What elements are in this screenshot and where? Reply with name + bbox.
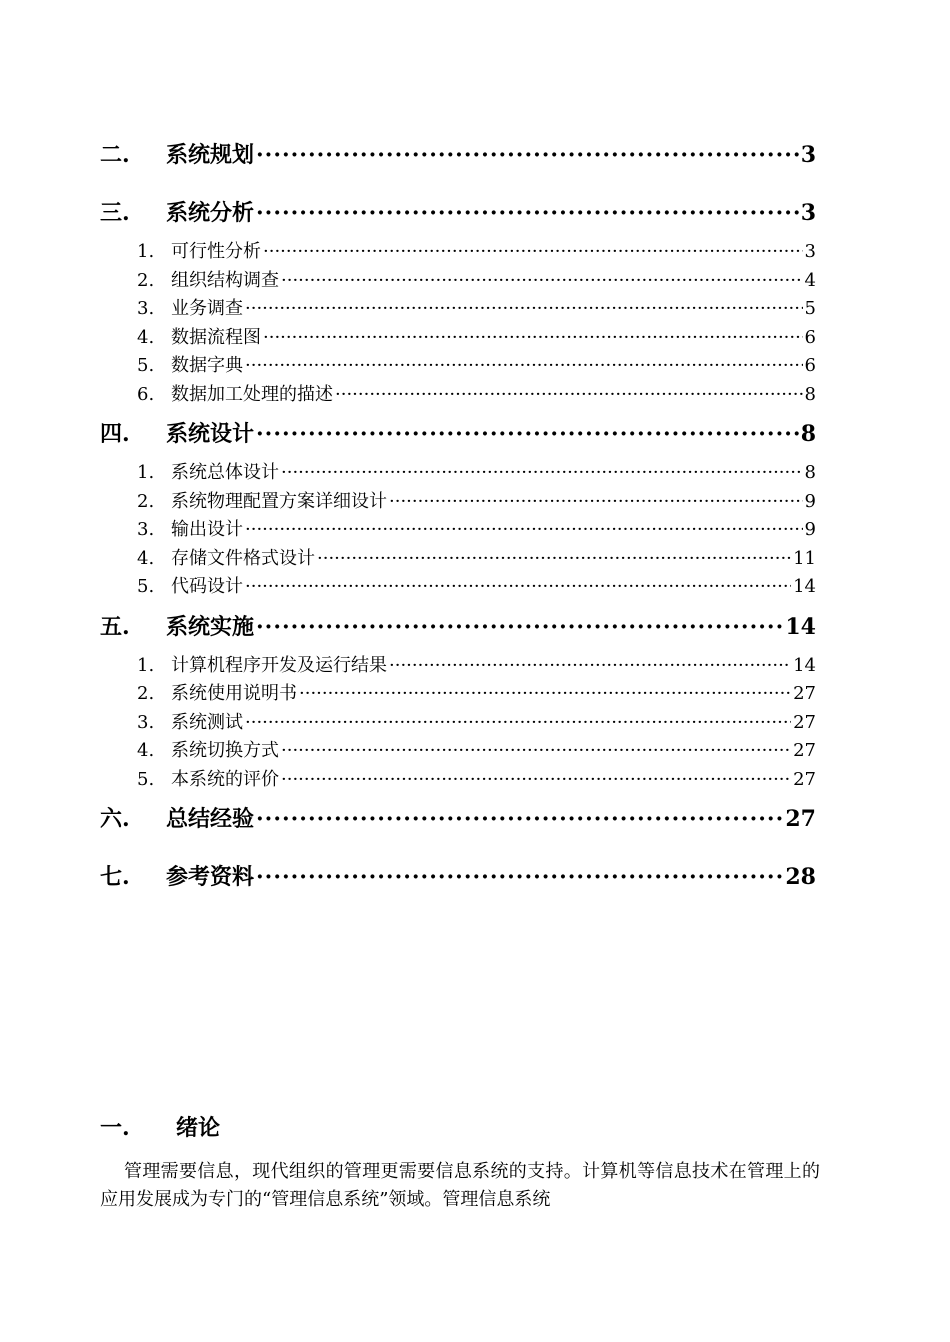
toc-entry-title: 系统使用说明书	[171, 683, 297, 704]
toc-entry-page-number: 5	[804, 298, 816, 319]
toc-entry-number: 六.	[100, 806, 130, 832]
toc-subsection-entry[interactable]	[100, 573, 816, 602]
toc-entry-number: 4.	[137, 740, 155, 761]
toc-entry-title: 代码设计	[171, 576, 243, 597]
toc-entry-page-number: 27	[793, 711, 816, 733]
toc-leader-dots	[281, 267, 803, 296]
toc-entry-title: 系统测试	[171, 711, 243, 733]
toc-entry-title: 参考资料	[166, 864, 255, 890]
section-paragraph: 管理需要信息，现代组织的管理更需要信息系统的支持。计算机等信息技术在管理上的应用发展成为专门的“管理信息系统”领域。管理信息系统	[100, 1161, 820, 1210]
toc-chapter-entry[interactable]	[100, 198, 816, 228]
toc-entry-page-number: 27	[785, 806, 816, 832]
toc-entry-number: 二.	[100, 142, 130, 168]
toc-leader-dots	[335, 381, 803, 410]
toc-entry-number: 1.	[137, 654, 155, 676]
toc-leader-dots	[245, 295, 803, 324]
toc-leader-dots	[317, 545, 791, 574]
toc-entry-number: 3.	[137, 711, 155, 733]
toc-entry-page-number: 11	[793, 547, 816, 569]
toc-entry-title: 总结经验	[166, 806, 255, 832]
toc-leader-dots	[245, 709, 791, 738]
toc-entry-title: 系统设计	[166, 421, 255, 447]
toc-subsection-entry[interactable]	[100, 652, 816, 681]
toc-entry-number: 三.	[100, 200, 130, 226]
toc-entry-number: 6.	[137, 383, 155, 405]
section-number: 一.	[100, 1115, 130, 1141]
section-heading	[100, 1108, 820, 1148]
toc-leader-dots	[245, 573, 791, 602]
toc-leader-dots	[299, 680, 791, 709]
toc-entry-number: 2.	[137, 683, 155, 704]
section-introduction	[100, 1108, 820, 1214]
table-of-contents	[100, 140, 816, 902]
toc-entry-title: 组织结构调查	[171, 269, 279, 291]
toc-entry-number: 五.	[100, 613, 130, 640]
toc-entry-title: 系统物理配置方案详细设计	[171, 490, 387, 512]
toc-chapter-entry[interactable]	[100, 862, 816, 892]
toc-entry-page-number: 3	[800, 142, 816, 168]
toc-leader-dots	[256, 862, 783, 892]
toc-leader-dots	[281, 766, 791, 795]
toc-leader-dots	[256, 804, 783, 834]
toc-entry-page-number: 6	[804, 326, 816, 348]
toc-entry-number: 3.	[137, 298, 155, 319]
toc-entry-page-number: 27	[793, 740, 816, 761]
toc-entry-title: 数据字典	[171, 355, 243, 376]
toc-entry-title: 系统分析	[166, 200, 255, 226]
toc-entry-number: 1.	[137, 241, 155, 262]
toc-leader-dots	[281, 737, 791, 766]
toc-subsection-entry[interactable]	[100, 709, 816, 738]
toc-subsection-entry[interactable]	[100, 352, 816, 381]
toc-entry-title: 数据流程图	[171, 326, 261, 348]
toc-entry-page-number: 14	[785, 613, 816, 640]
toc-leader-dots	[389, 652, 791, 681]
toc-entry-page-number: 28	[785, 864, 816, 890]
toc-entry-title: 存储文件格式设计	[171, 547, 315, 569]
toc-entry-number: 2.	[137, 490, 155, 512]
toc-entry-number: 四.	[100, 421, 130, 447]
toc-subsection-entry[interactable]	[100, 459, 816, 488]
toc-entry-page-number: 6	[804, 355, 816, 376]
toc-leader-dots	[256, 198, 799, 228]
toc-entry-number: 2.	[137, 269, 155, 291]
toc-subsection-entry[interactable]	[100, 766, 816, 795]
toc-entry-title: 系统总体设计	[171, 462, 279, 483]
toc-leader-dots	[256, 612, 783, 642]
toc-entry-title: 输出设计	[171, 519, 243, 540]
toc-entry-page-number: 27	[793, 768, 816, 790]
toc-entry-title: 本系统的评价	[171, 768, 279, 790]
toc-entry-title: 计算机程序开发及运行结果	[171, 654, 387, 676]
toc-entry-number: 七.	[100, 864, 130, 890]
toc-entry-number: 4.	[137, 547, 155, 569]
toc-subsection-entry[interactable]	[100, 737, 816, 766]
toc-chapter-entry[interactable]	[100, 140, 816, 170]
toc-subsection-entry[interactable]	[100, 295, 816, 324]
toc-entry-page-number: 4	[804, 269, 816, 291]
toc-entry-page-number: 8	[804, 383, 816, 405]
toc-entry-page-number: 14	[793, 576, 816, 597]
toc-subsection-entry[interactable]	[100, 545, 816, 574]
toc-leader-dots	[281, 459, 803, 488]
toc-entry-number: 1.	[137, 462, 155, 483]
toc-subsection-entry[interactable]	[100, 488, 816, 517]
toc-chapter-entry[interactable]	[100, 419, 816, 449]
toc-entry-title: 数据加工处理的描述	[171, 383, 333, 405]
toc-entry-title: 可行性分析	[171, 241, 261, 262]
toc-subsection-entry[interactable]	[100, 680, 816, 709]
toc-entry-number: 5.	[137, 355, 155, 376]
toc-leader-dots	[256, 140, 799, 170]
toc-leader-dots	[263, 238, 803, 267]
toc-entry-page-number: 3	[804, 241, 816, 262]
toc-entry-page-number: 27	[793, 683, 816, 704]
toc-leader-dots	[263, 324, 803, 353]
toc-entry-number: 5.	[137, 768, 155, 790]
toc-entry-number: 5.	[137, 576, 155, 597]
toc-entry-page-number: 9	[804, 490, 816, 512]
toc-leader-dots	[256, 419, 799, 449]
toc-chapter-entry[interactable]	[100, 612, 816, 642]
toc-subsection-entry[interactable]	[100, 324, 816, 353]
toc-leader-dots	[245, 352, 803, 381]
toc-subsection-entry[interactable]	[100, 516, 816, 545]
toc-subsection-entry[interactable]	[100, 238, 816, 267]
toc-subsection-entry[interactable]	[100, 381, 816, 410]
toc-entry-page-number: 14	[793, 654, 816, 676]
toc-subsection-entry[interactable]	[100, 267, 816, 296]
toc-entry-title: 系统规划	[166, 142, 255, 168]
toc-entry-number: 4.	[137, 326, 155, 348]
toc-chapter-entry[interactable]	[100, 804, 816, 834]
toc-entry-number: 3.	[137, 519, 155, 540]
toc-entry-title: 系统实施	[166, 613, 255, 640]
section-title: 绪论	[176, 1115, 221, 1141]
toc-entry-page-number: 8	[800, 421, 816, 447]
toc-leader-dots	[389, 488, 803, 517]
toc-leader-dots	[245, 516, 803, 545]
toc-entry-title: 业务调查	[171, 298, 243, 319]
toc-entry-page-number: 3	[800, 200, 816, 226]
toc-entry-page-number: 8	[804, 462, 816, 483]
toc-entry-title: 系统切换方式	[171, 740, 279, 761]
toc-entry-page-number: 9	[804, 519, 816, 540]
